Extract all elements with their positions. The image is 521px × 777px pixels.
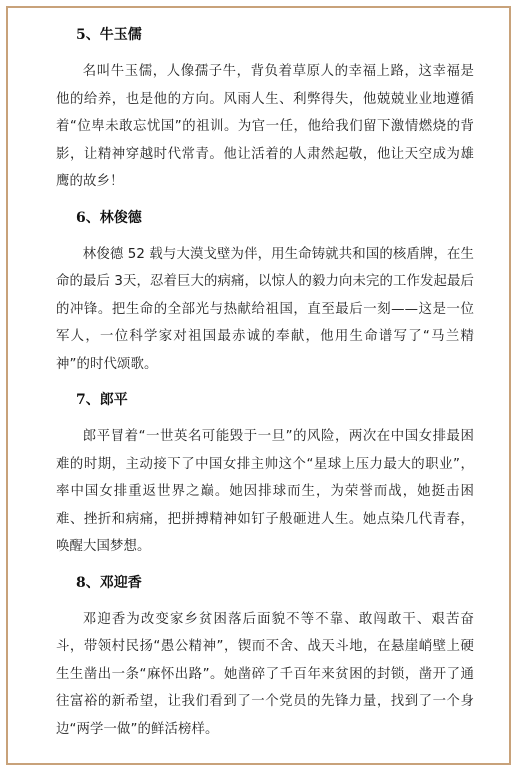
section-lin-junde bbox=[56, 207, 474, 379]
section-heading: 8、邓迎香 bbox=[76, 574, 142, 591]
section-heading: 7、郎平 bbox=[76, 392, 128, 408]
section-niu-yuru bbox=[56, 24, 474, 196]
document-body bbox=[56, 24, 474, 754]
section-deng-yingxiang bbox=[56, 572, 474, 744]
section-heading: 5、牛玉儒 bbox=[76, 27, 142, 43]
section-heading: 6、林俊德 bbox=[76, 209, 142, 226]
section-paragraph: 邓迎香为改变家乡贫困落后面貌不等不靠、敢闯敢干、艰苦奋斗，带领村民扬“愚公精神”，锲而不舍、战天斗地，在悬崖峭壁上硬生生凿出一条“麻怀出路”。她凿碎了千百年来贫困的封锁，凿开了通往富裕的新希望，让我们看到了一个党员的先锋力量，找到了一个身边“两学一做”的鲜活榜样。 bbox=[56, 611, 474, 737]
section-paragraph: 郎平冒着“一世英名可能毁于一旦”的风险，两次在中国女排最困难的时期，主动接下了中国女排主帅这个“星球上压力最大的职业”，率中国女排重返世界之巅。她因排球而生，为荣誉而战，她挺击困难、挫折和病痛，把拼搏精神如钉子般砸进人生。她点染几代青春，唤醒大国梦想。 bbox=[56, 429, 474, 554]
section-lang-ping bbox=[56, 389, 474, 561]
section-paragraph: 林俊德 52 载与大漠戈壁为伴，用生命铸就共和国的核盾牌，在生命的最后 3天，忍着巨大的病痛，以惊人的毅力向未完的工作发起最后的冲锋。把生命的全部光与热献给祖国，直至最后一刻——这是一位军人，一位科学家对祖国最赤诚的奉献，他用生命谱写了“马兰精神”的时代颂歌。 bbox=[56, 246, 474, 372]
section-paragraph: 名叫牛玉儒，人像孺子牛，背负着草原人的幸福上路，这幸福是他的给养，也是他的方向。风雨人生、利弊得失，他兢兢业业地遵循着“位卑未敢忘忧国”的祖训。为官一任，他给我们留下激情燃烧的背影，让精神穿越时代常青。他让活着的人肃然起敬，他让天空成为雄鹰的故乡！ bbox=[56, 64, 474, 189]
